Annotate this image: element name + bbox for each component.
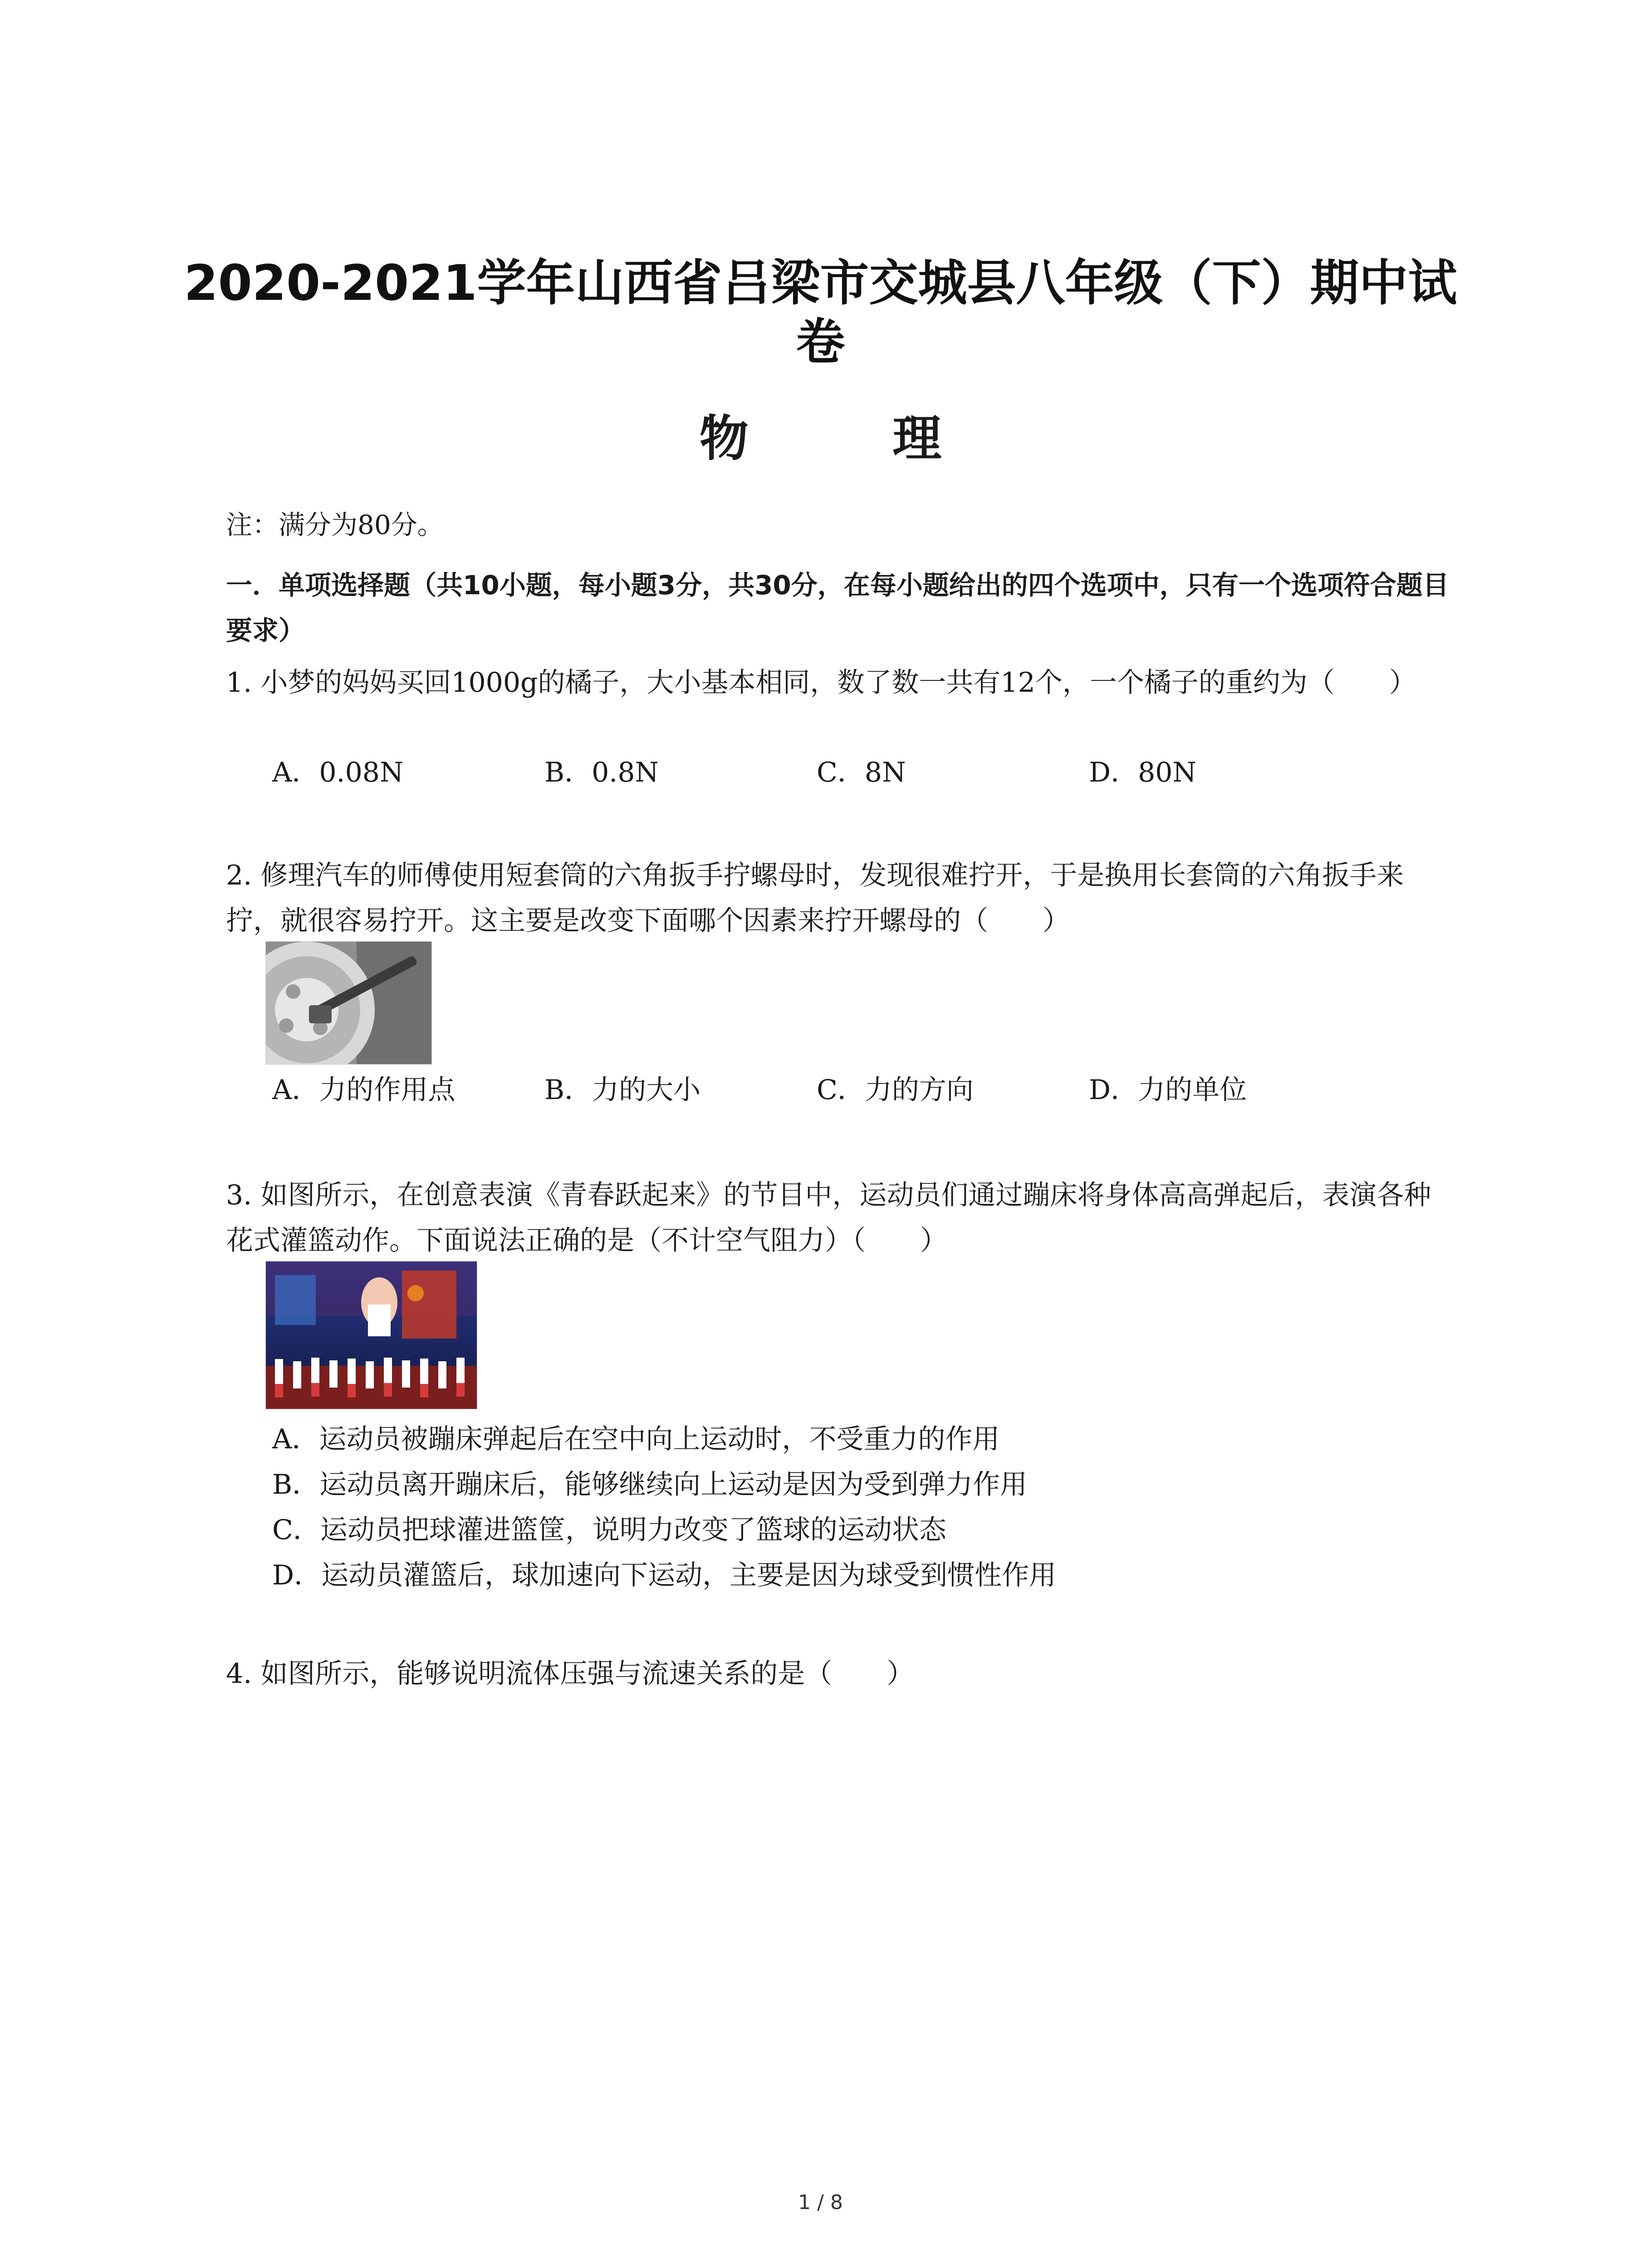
trampoline-performance-illustration xyxy=(266,1261,477,1409)
question-3 xyxy=(226,1173,1451,1263)
exam-title: 2020-2021学年山西省吕梁市交城县八年级（下）期中试卷 xyxy=(184,255,1457,371)
question-2 xyxy=(226,853,1451,943)
page-number: 1 / 8 xyxy=(798,2191,843,2214)
question-number: 3. xyxy=(226,1179,252,1211)
question-number: 1. xyxy=(226,667,252,699)
question-text: 如图所示，在创意表演《青春跃起来》的节目中，运动员们通过蹦床将身体高高弹起后，表演各种花式灌篮动作。下面说法正确的是（不计空气阻力）（ ） xyxy=(226,1179,1431,1256)
option-d: D．力的单位 xyxy=(1089,1074,1247,1106)
score-note: 注：满分为80分。 xyxy=(226,509,444,540)
subject-title: 物 理 xyxy=(699,411,1005,467)
option-b: B．运动员离开蹦床后，能够继续向上运动是因为受到弹力作用 xyxy=(272,1469,1028,1501)
question-text: 修理汽车的师傅使用短套筒的六角扳手拧螺母时，发现很难拧开，于是换用长套筒的六角扳手来拧，就很容易拧开。这主要是改变下面哪个因素来拧开螺母的（ ） xyxy=(226,860,1404,937)
option-c: C．8N xyxy=(817,757,906,788)
question-1-options xyxy=(272,751,1452,796)
option-b: B．力的大小 xyxy=(544,1074,701,1106)
option-b: B．0.8N xyxy=(544,757,659,788)
question-4 xyxy=(226,1651,1451,1696)
trampoline-show-image xyxy=(265,1261,477,1409)
option-c: C．力的方向 xyxy=(817,1074,974,1106)
option-a: A．0.08N xyxy=(272,757,404,788)
question-number: 4. xyxy=(226,1658,252,1690)
question-2-options xyxy=(272,1068,1452,1114)
wrench-tire-image xyxy=(265,941,432,1065)
option-a: A．运动员被蹦床弹起后在空中向上运动时，不受重力的作用 xyxy=(272,1423,1000,1455)
option-a: A．力的作用点 xyxy=(272,1074,456,1106)
question-number: 2. xyxy=(226,860,252,891)
question-1 xyxy=(226,660,1451,705)
wrench-tire-illustration xyxy=(266,942,431,1064)
question-text: 如图所示，能够说明流体压强与流速关系的是（ ） xyxy=(260,1658,914,1690)
question-text: 小梦的妈妈买回1000g的橘子，大小基本相同，数了数一共有12个，一个橘子的重约为（ ） xyxy=(260,667,1416,699)
option-d: D．80N xyxy=(1089,757,1196,788)
option-d: D．运动员灌篮后，球加速向下运动，主要是因为球受到惯性作用 xyxy=(272,1559,1057,1591)
section-heading: 一．单项选择题（共10小题，每小题3分，共30分，在每小题给出的四个选项中，只有一个选项符合题目要求） xyxy=(226,570,1449,646)
option-c: C．运动员把球灌进篮筐，说明力改变了篮球的运动状态 xyxy=(272,1514,946,1546)
